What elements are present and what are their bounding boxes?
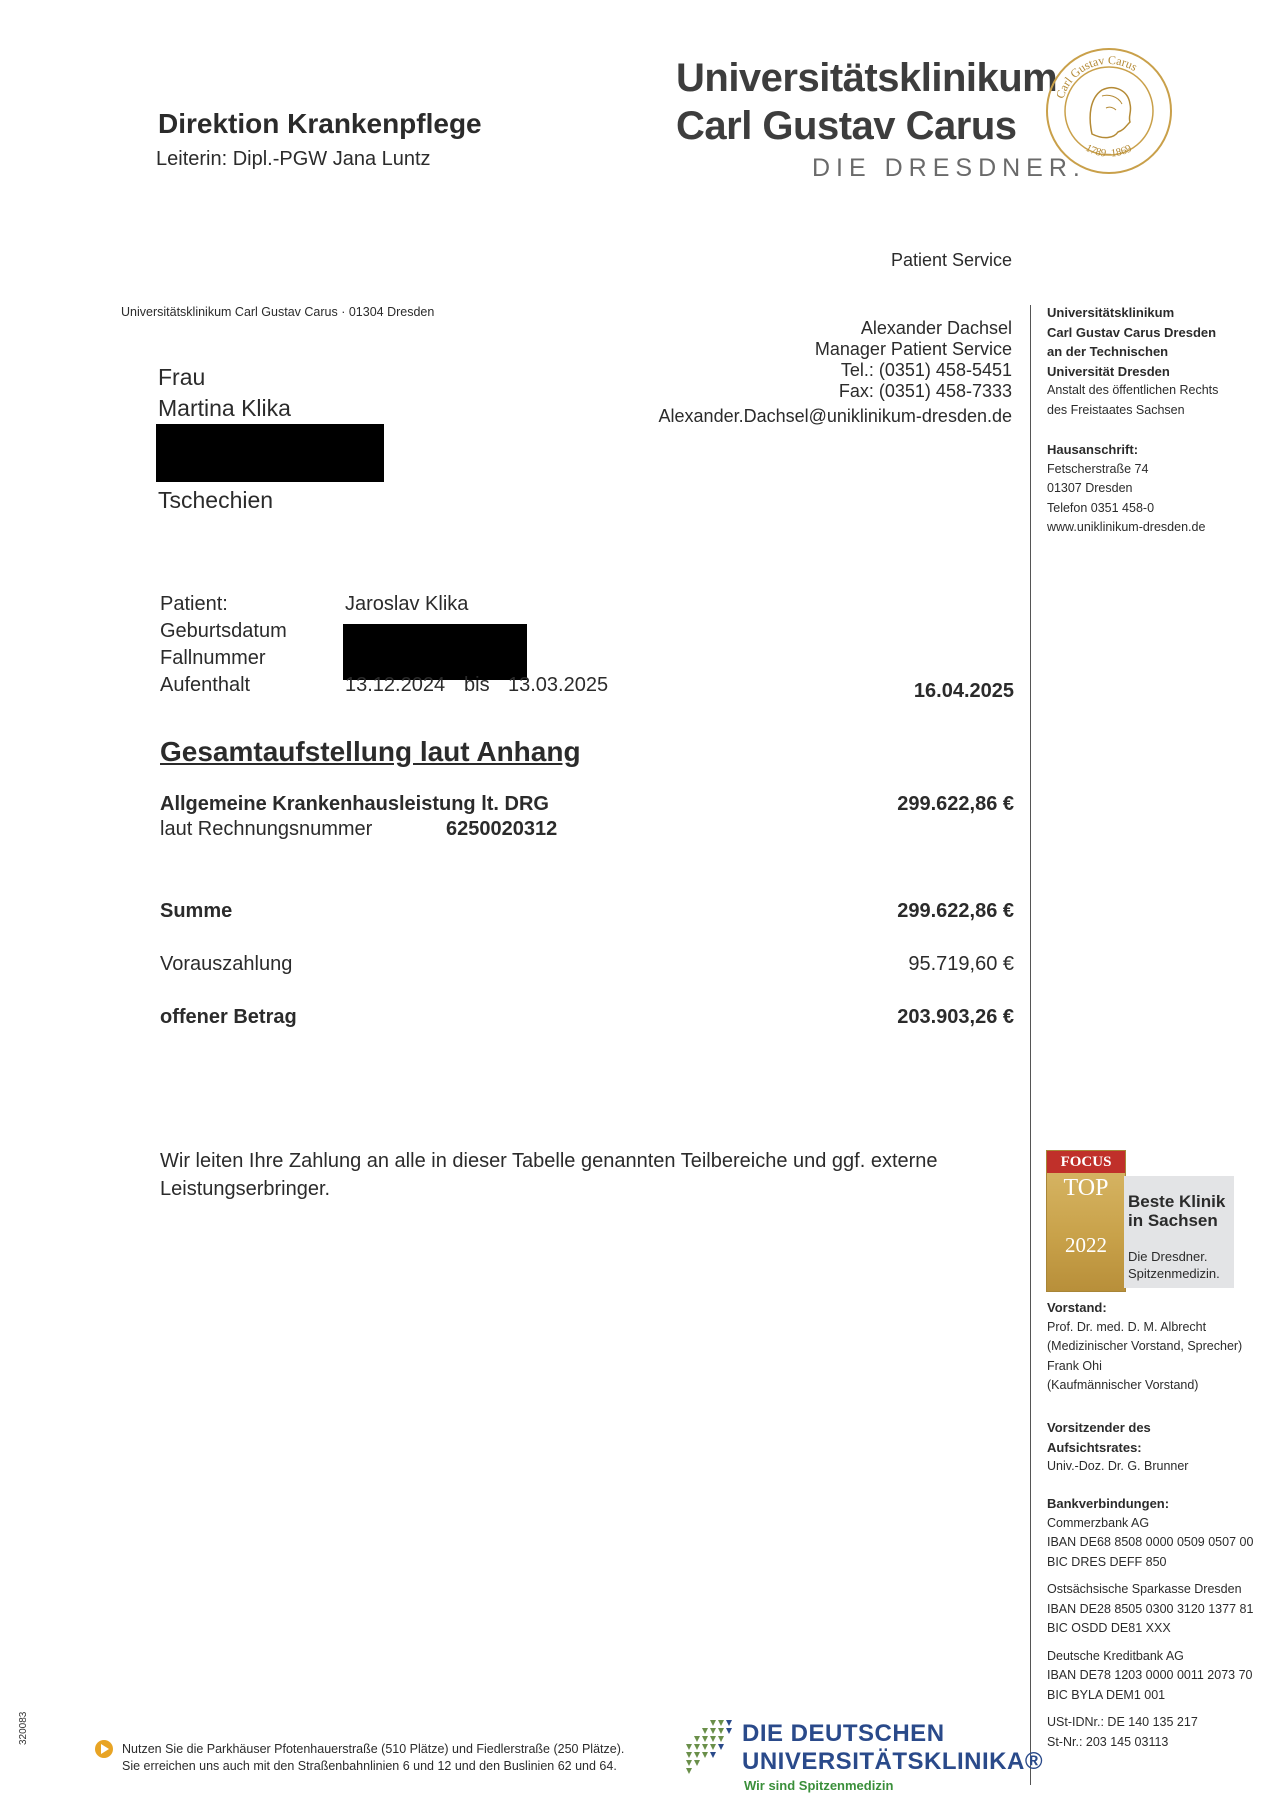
prepay-amount: 95.719,60 €	[908, 953, 1014, 975]
redaction-bar	[156, 424, 384, 482]
invoice-label: laut Rechnungsnummer	[160, 818, 373, 840]
sidebar-supervisory	[1047, 1418, 1188, 1477]
bank-line: BIC OSDD DE81 XXX	[1047, 1621, 1171, 1635]
brand-slogan: DIE DRESDNER.	[812, 154, 1086, 182]
bank-line: BIC BYLA DEM1 001	[1047, 1687, 1166, 1702]
board-title: Vorstand:	[1047, 1300, 1107, 1315]
focus-logo: FOCUS	[1047, 1151, 1125, 1173]
badge-title	[1128, 1192, 1225, 1230]
payment-notice: Wir leiten Ihre Zahlung an alle in dieser Tabelle genannten Teilbereiche und ggf. externe Leistungserbringer.	[160, 1150, 938, 1200]
badge-top-label: TOP	[1063, 1175, 1109, 1201]
stay-label: Aufenthalt	[160, 674, 251, 696]
contact-fax: Fax: (0351) 458-7333	[838, 381, 1012, 401]
svg-text:Carl Gustav Carus: Carl Gustav Carus	[1052, 52, 1140, 101]
bank-line: IBAN DE68 8508 0000 0509 0507 00	[1047, 1535, 1254, 1549]
svg-text:1789–1869: 1789–1869	[1083, 142, 1134, 160]
board-line: Prof. Dr. med. D. M. Albrecht	[1047, 1319, 1207, 1334]
org-line: an der Technischen	[1047, 344, 1169, 359]
open-amount: 203.903,26 €	[897, 1006, 1014, 1028]
badge-year: 2022	[1065, 1233, 1107, 1257]
sidebar-board	[1047, 1298, 1242, 1396]
badge-title-line: in Sachsen	[1128, 1211, 1218, 1230]
vat-id: USt-IDNr.: DE 140 135 217	[1047, 1715, 1198, 1729]
service-amount: 299.622,86 €	[897, 793, 1014, 815]
service-label: Allgemeine Krankenhausleistung lt. DRG	[160, 793, 549, 815]
dob-label: Geburtsdatum	[160, 620, 287, 642]
bank-title: Bankverbindungen:	[1047, 1496, 1170, 1511]
sidebar-banks	[1047, 1494, 1253, 1752]
brand-name-line2: Carl Gustav Carus	[676, 104, 1017, 148]
focus-award-badge	[1046, 1150, 1126, 1292]
org-line: Carl Gustav Carus Dresden	[1047, 324, 1217, 340]
case-label: Fallnummer	[160, 647, 266, 669]
chair-line: Univ.-Doz. Dr. G. Brunner	[1047, 1459, 1189, 1473]
board-line: Frank Ohi	[1047, 1358, 1102, 1373]
patient-name: Jaroslav Klika	[345, 593, 469, 615]
document-number: 320083	[18, 1711, 29, 1745]
address-line: Fetscherstraße 74	[1047, 461, 1149, 476]
redaction-bar	[343, 624, 527, 680]
contact-tel: Tel.: (0351) 458-5451	[840, 360, 1012, 380]
invoice-number: 6250020312	[446, 818, 558, 840]
address-title: Hausanschrift:	[1047, 442, 1139, 457]
recipient-salutation: Frau	[158, 364, 206, 390]
badge-sub-line: Die Dresdner.	[1128, 1249, 1208, 1264]
parking-note	[122, 1741, 624, 1775]
contact-name: Alexander Dachsel	[860, 318, 1012, 338]
play-bullet-icon	[95, 1740, 113, 1758]
contact-email[interactable]: Alexander.Dachsel@uniklinikum-dresden.de	[658, 406, 1012, 426]
bank-line: Ostsächsische Sparkasse Dresden	[1047, 1582, 1242, 1596]
parking-note-line: Nutzen Sie die Parkhäuser Pfotenhauerstraße (510 Plätze) und Fiedlerstraße (250 Plätze).	[122, 1742, 625, 1756]
bank-line: BIC DRES DEFF 850	[1047, 1554, 1167, 1569]
org-line: Anstalt des öffentlichen Rechts	[1047, 383, 1219, 397]
service-label: Patient Service	[890, 250, 1012, 270]
address-line: Telefon 0351 458-0	[1047, 500, 1155, 515]
best-clinic-badge	[1124, 1176, 1234, 1288]
recipient-name: Martina Klika	[158, 395, 291, 421]
summary-heading: Gesamtaufstellung laut Anhang	[160, 736, 581, 767]
org-line: Universität Dresden	[1047, 363, 1170, 379]
contact-block	[659, 318, 1012, 427]
address-line: 01307 Dresden	[1047, 481, 1133, 495]
dk-brand-line1: DIE DEUTSCHEN	[742, 1720, 945, 1747]
stay-to: 13.03.2025	[508, 674, 609, 696]
stay-to-word: bis	[464, 674, 490, 696]
recipient-country: Tschechien	[158, 487, 274, 513]
badge-subtitle	[1128, 1248, 1220, 1282]
prepay-label: Vorauszahlung	[160, 953, 293, 975]
sidebar-organisation	[1047, 303, 1218, 420]
org-line: des Freistaates Sachsen	[1047, 402, 1185, 417]
department-title: Direktion Krankenpflege	[158, 108, 482, 139]
dk-triangle-logo-icon	[680, 1718, 732, 1782]
carus-seal-logo	[1044, 46, 1174, 176]
bank-line: Commerzbank AG	[1047, 1515, 1150, 1530]
recipient-address	[158, 362, 291, 424]
dk-brand-line2: UNIVERSITÄTSKLINIKA®	[742, 1748, 1044, 1775]
patient-label: Patient:	[160, 593, 228, 615]
letter-date: 16.04.2025	[913, 680, 1014, 702]
sum-amount: 299.622,86 €	[897, 900, 1014, 922]
stay-from: 13.12.2024	[345, 674, 446, 696]
bank-line: Deutsche Kreditbank AG	[1047, 1648, 1184, 1663]
website-link[interactable]: www.uniklinikum-dresden.de	[1047, 520, 1206, 534]
dk-slogan: Wir sind Spitzenmedizin	[744, 1778, 894, 1793]
badge-sub-line: Spitzenmedizin.	[1128, 1266, 1220, 1281]
sender-address-line: Universitätsklinikum Carl Gustav Carus · 01304 Dresden	[121, 305, 435, 319]
org-line: Universitätsklinikum	[1047, 305, 1175, 320]
sidebar-divider	[1030, 305, 1031, 1785]
board-line: (Medizinischer Vorstand, Sprecher)	[1047, 1339, 1243, 1353]
chair-title: Aufsichtsrates:	[1047, 1439, 1142, 1455]
badge-title-line: Beste Klinik	[1128, 1192, 1226, 1211]
board-line: (Kaufmännischer Vorstand)	[1047, 1378, 1199, 1392]
chair-title: Vorsitzender des	[1047, 1420, 1151, 1435]
department-lead: Leiterin: Dipl.-PGW Jana Luntz	[156, 148, 431, 170]
brand-name-line1: Universitätsklinikum	[676, 56, 1058, 100]
tax-number: St-Nr.: 203 145 03113	[1047, 1734, 1169, 1749]
bank-line: IBAN DE78 1203 0000 0011 2073 70	[1047, 1668, 1253, 1682]
open-label: offener Betrag	[160, 1006, 297, 1028]
parking-note-line: Sie erreichen uns auch mit den Straßenbahnlinien 6 und 12 und den Buslinien 62 und 64.	[122, 1759, 617, 1773]
contact-role: Manager Patient Service	[814, 339, 1012, 359]
sidebar-address	[1047, 440, 1205, 538]
sum-label: Summe	[160, 900, 233, 922]
bank-line: IBAN DE28 8505 0300 3120 1377 81	[1047, 1601, 1254, 1616]
